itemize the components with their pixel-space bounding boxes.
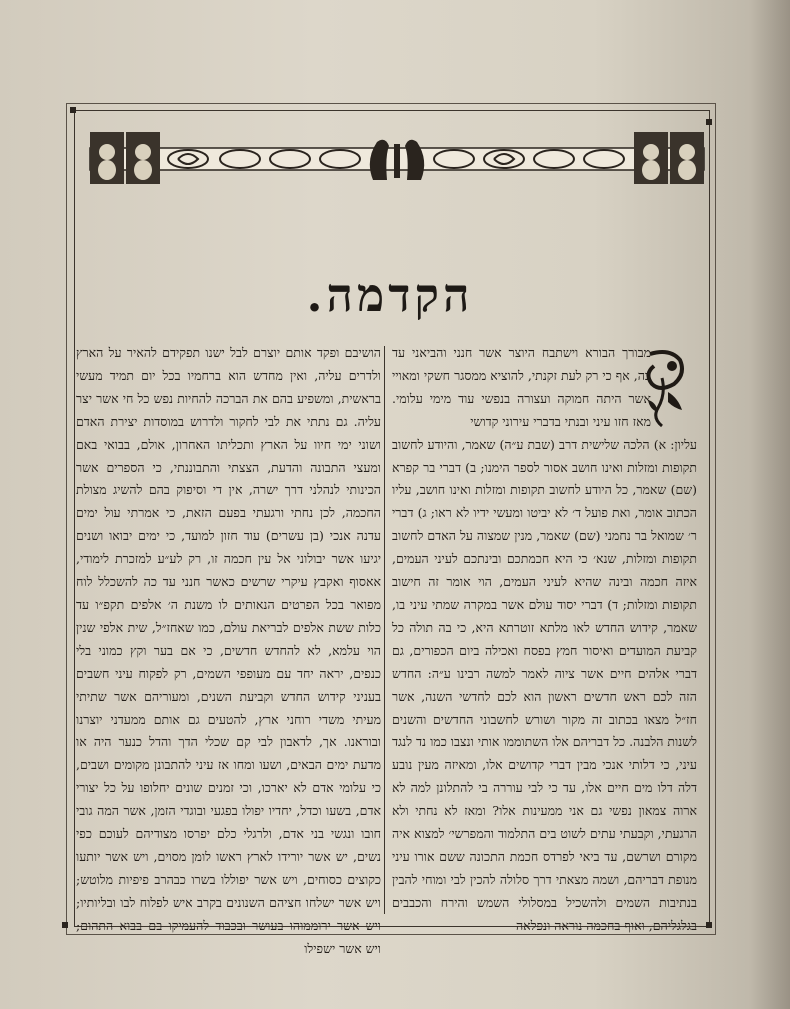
right-text-column (392, 342, 697, 933)
opening-paragraph: מבורך הבורא וישתבח היוצר אשר חנני והביאני עד כה, אף כי רק לעת זקנתי, להוציא ממסגר חשקי ומאויי אשר היתה חמוקה ועצורה בנפשי עוד מימי עלומי. מאז חזו עיני ובנתי בדברי עירוני קדושי (392, 345, 651, 429)
body-paragraph: עליון: א) הלכה שלישית דרב (שבת ע״ה) שאמר, והיודע לחשוב תקופות ומזלות ואינו חושב אסור לספר הימנו; ב) דברי בר קפרא (שם) שאמר, כל היודע לחשוב תקופות ומזלות ואינו חושב, עליו הכתוב אומר, ואת פועל ד׳ לא יביטו ומעשי ידיו לא ראו; ג) דברי ר׳ שמואל בר נחמני (שם) שאמר, מנין שמצוה על האדם לחשוב תקופות ומזלות, שנא׳ כי היא חכמתכם ובינתכם לעיני העמים, איזה חכמה ובינה שהיא לעיני העמים, הוי אומר זה חישוב תקופות ומזלות; ד) דברי יסוד עולם אשר במקרה שמתי עיני בו, שאמר, קידוש החדש לאו מלתא זוטרתא היא, כי בה תולה כל קביעת המועדים ואיסור חמץ בפסח ואכילה ביום הכפורים, גם דברי אלהים חיים אשר ציוה לאמר למשה רבינו ע״ה: החדש הזה לכם ראש חדשים ראשון הוא לכם לחדשי השנה, אשר חז״ל מצאו בכתוב זה מקור ושורש לחשבוני החדשים והשנים לשנות הלבנה. כל דבריהם אלו השתוממו אותי ונצבו כמו נד לנגד עיני, כי דלותי אנכי מבין דברי קדושים אלו, ומאיזה מעין נובע דלה דלו מים חיים אלו, עד כי לבי עוררה בי להתלונן למה לא ארוה צמאון נפשי גם אני ממעינות אלו? ומאז לא נחתי ולא הרגעתי, וקבעתי עתים לשוט בים התלמוד והמפרשי׳ למצוא איה מקורם ושרשם, עד ביאי לפרדס חכמת התכונה ששם אורו עיני מנופת דבריהם, ושמה מצאתי דרך סלולה להכין לבי ומוחי להבין בנתיבות השמים ולהשכיל במסלולי השמש והירח והכבבים בגלגליהם, ואוף בחכמה נוראה ונפלאה (392, 436, 697, 933)
page-title: הקדמה. (306, 268, 474, 322)
corner-mark (62, 922, 68, 928)
ornamental-header-band (90, 130, 704, 186)
body-paragraph: הושיבם ופקד אותם יוצרם לבל ישנו תפקידם להאיר על הארץ ולדרים עליה, ואין מחדש הוא ברחמיו בכל יום תמיד מעשי בראשית, ומשפיע בהם את הברכה להחיות נפש כל חי אשר יצר עליה. גם נתתי את לבי לחקור ולדרוש במוסדות יצירת האדם ושוני ימי חיוו על הארץ ותכליתו האחרון, אולם, בבואי באם ומעצי התבונה והדעת, הצצתי והתבוננתי, כי הספרים אשר הכינותי לנהלני דרך ישרה, אין די וסיפוק בהם להשיג מצולת החכמה, לכן נחתי ורגעתי בפעם הזאת, כי אמרתי עול ימים עדנה אנכי (בן עשרים) עוד חזון למועד, כי ימים יבואו ושנים יגיעו אשר יבולוני אל עין חכמה זו, רק לע״ע למזכרת לימודי, אאסוף ואקבץ עיקרי שרשים כאשר חנני עד כה להשכלל לוח מפואר בכל הפרטים הנאותים לו משנת ה׳ אלפים תקפ״ו עד כלות ששת אלפים לבריאת עולם, כמו שאחז״ל, שית אלפי שנין הוי עלמא, לא להחדש חדשים, כי אם בער וקץ כמוני בלי כנפים, יראה יחד עם מעופפי השמים, רק לפקוח עיני חשבים בעניני קידוש החדש וקביעת השנים, ומעוריהם אשר שתיתי מעיתי משדי רוחני ארץ, להטעים גם אותם ממעדני יוצרנו ובוראנו. אך, לדאבון לבי קם שכלי הדך והדל כנער היה או מדעת ימים הבאים, ושעו ומחו אז עיני להתבונן מקומים ושבים, כי עלומי אדם לא יארכו, וכי זמנים שונים יחלופו על כל יצורי אדם, בשעו וכדל, יחדיו יפולו בפגעי ובוגדי הזמן, אשר המה גובי חובו ונגשי בני אדם, ולרגלי כלם יפרסו מצודיהם לעוכם כפי נשים, יש אשר יורידו לארץ ראשו לומן מסוים, ויש אשר יותעו כקוצים כסוחים, ויש אשר יפוללו בשרו כבהרב פיפיות מלוטש; ויש אשר ישלחו חציהם השנונים בקרב איש לפלוח לבו ובליותיו; ויש אשר ירוממוהו בעושר ובכבוד להעמיקו בם בבוא התהום; ויש אשר ישפילו (76, 345, 381, 956)
corner-mark (706, 119, 712, 125)
corner-mark (706, 922, 712, 928)
left-text-column (76, 342, 381, 956)
book-spine-shadow (750, 0, 790, 1009)
corner-mark (70, 107, 76, 113)
column-divider (384, 346, 385, 914)
